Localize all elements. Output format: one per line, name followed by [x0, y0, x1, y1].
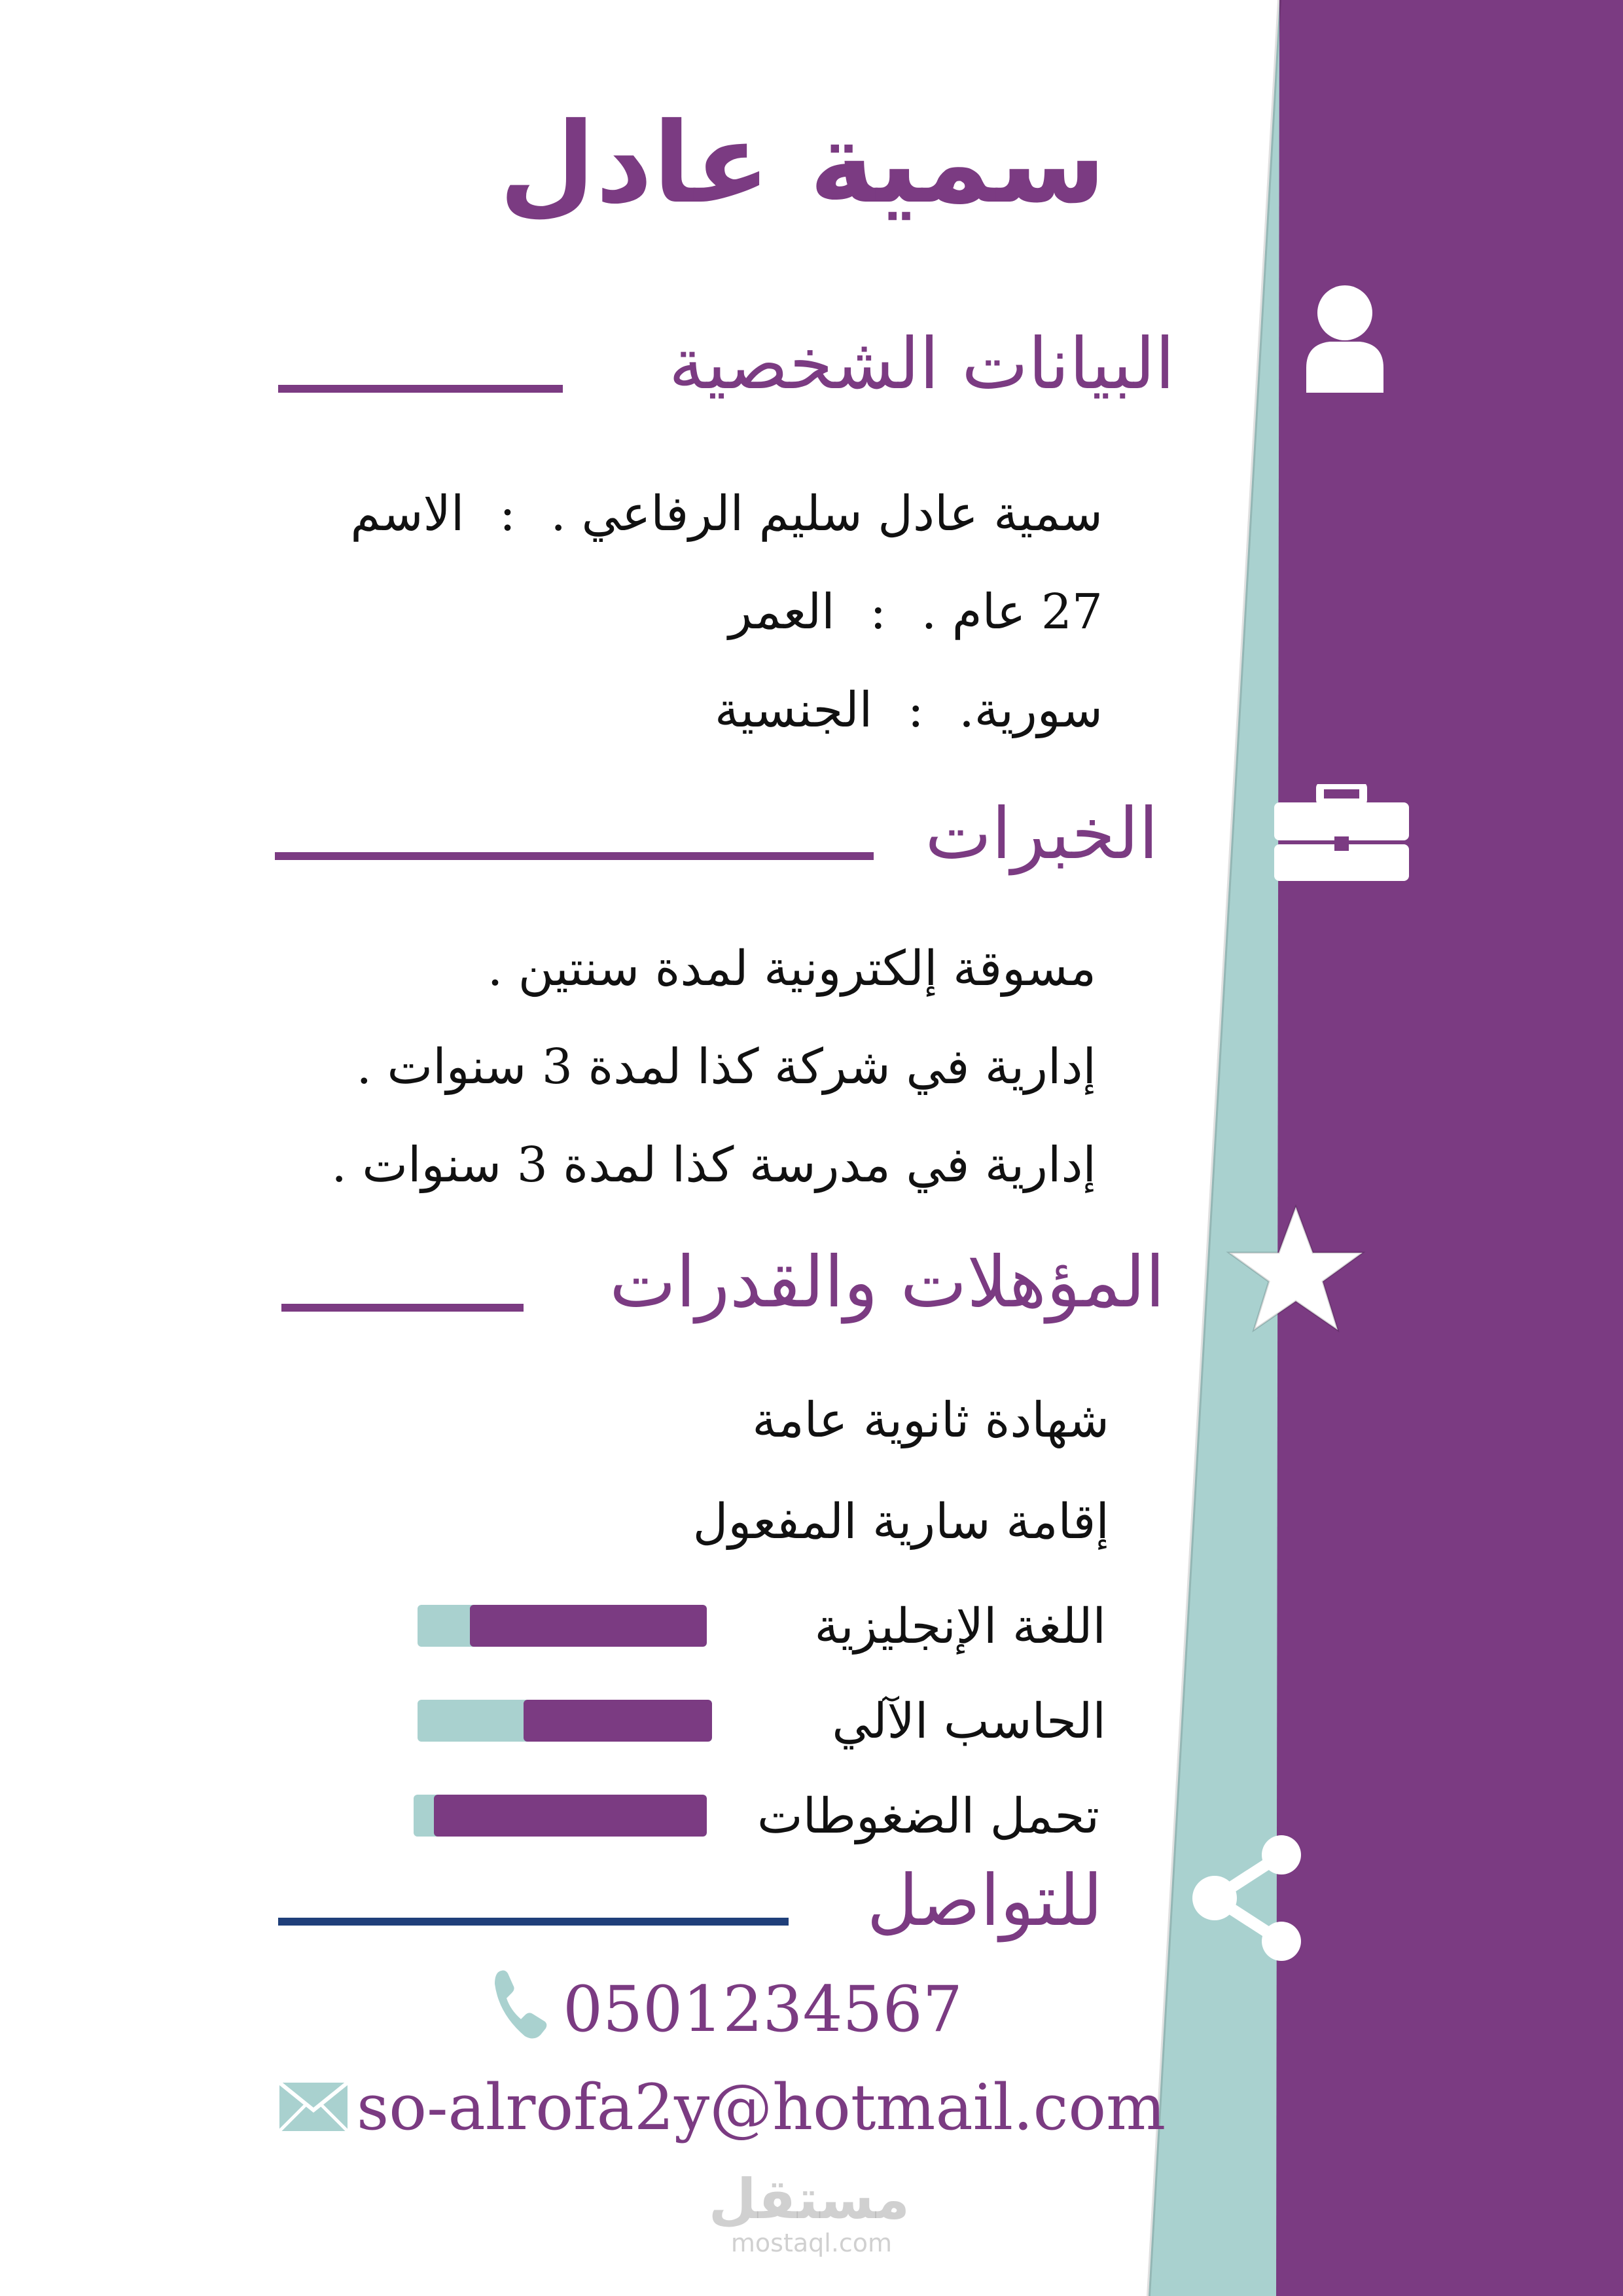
- experience-item: مسوقة إلكترونية لمدة سنتين .: [487, 941, 1096, 997]
- info-label: الاسم: [350, 486, 465, 542]
- star-icon: [1224, 1203, 1368, 1334]
- share-icon: [1190, 1833, 1304, 1964]
- info-row-nationality: [715, 674, 1103, 746]
- phone-number[interactable]: 0501234567: [563, 1973, 963, 2046]
- section-rule-contact: [278, 1918, 789, 1926]
- section-heading-contact: للتواصل: [866, 1860, 1103, 1942]
- section-rule-skills: [281, 1304, 524, 1312]
- watermark-logo: [708, 2167, 910, 2257]
- skill-bar-fill: [470, 1605, 707, 1647]
- experience-item: إدارية في مدرسة كذا لمدة 3 سنوات .: [331, 1137, 1096, 1193]
- skill-label: تحمل الضغوطات: [757, 1788, 1099, 1844]
- info-value: سورية.: [959, 682, 1103, 738]
- info-row-name: [350, 478, 1103, 550]
- section-heading-experience: الخبرات: [925, 793, 1158, 875]
- person-icon: [1302, 281, 1387, 396]
- info-label: العمر: [728, 584, 835, 640]
- section-rule-personal: [278, 385, 563, 393]
- skill-bar: [418, 1700, 712, 1742]
- phone-icon: [492, 1967, 551, 2042]
- qualification-item: شهادة ثانوية عامة: [752, 1392, 1109, 1448]
- candidate-name: سمية عادل: [499, 99, 1106, 228]
- skill-label: الحاسب الآلي: [832, 1693, 1106, 1749]
- section-rule-experience: [275, 852, 874, 860]
- skill-bar: [414, 1795, 707, 1837]
- qualification-item: إقامة سارية المفعول: [692, 1494, 1109, 1550]
- watermark-latin: mostaql.com: [730, 2229, 893, 2257]
- section-heading-personal: البيانات الشخصية: [668, 323, 1175, 405]
- info-value: سمية عادل سليم الرفاعي .: [550, 486, 1103, 542]
- info-separator: :: [499, 486, 516, 542]
- info-separator: :: [870, 584, 887, 640]
- info-value: 27 عام .: [921, 584, 1103, 640]
- watermark-arabic: مستقل: [708, 2167, 910, 2231]
- section-heading-skills: المؤهلات والقدرات: [609, 1242, 1165, 1323]
- info-label: الجنسية: [715, 682, 873, 738]
- briefcase-icon: [1273, 784, 1410, 882]
- skill-bar: [418, 1605, 707, 1647]
- email-address[interactable]: so-alrofa2y@hotmail.com: [357, 2071, 1166, 2144]
- skill-label: اللغة الإنجليزية: [814, 1598, 1106, 1655]
- experience-item: إدارية في شركة كذا لمدة 3 سنوات .: [356, 1039, 1096, 1095]
- info-row-age: [728, 576, 1103, 648]
- envelope-icon: [278, 2081, 349, 2132]
- skill-bar-fill: [524, 1700, 712, 1742]
- info-separator: :: [907, 682, 924, 738]
- skill-bar-fill: [434, 1795, 707, 1837]
